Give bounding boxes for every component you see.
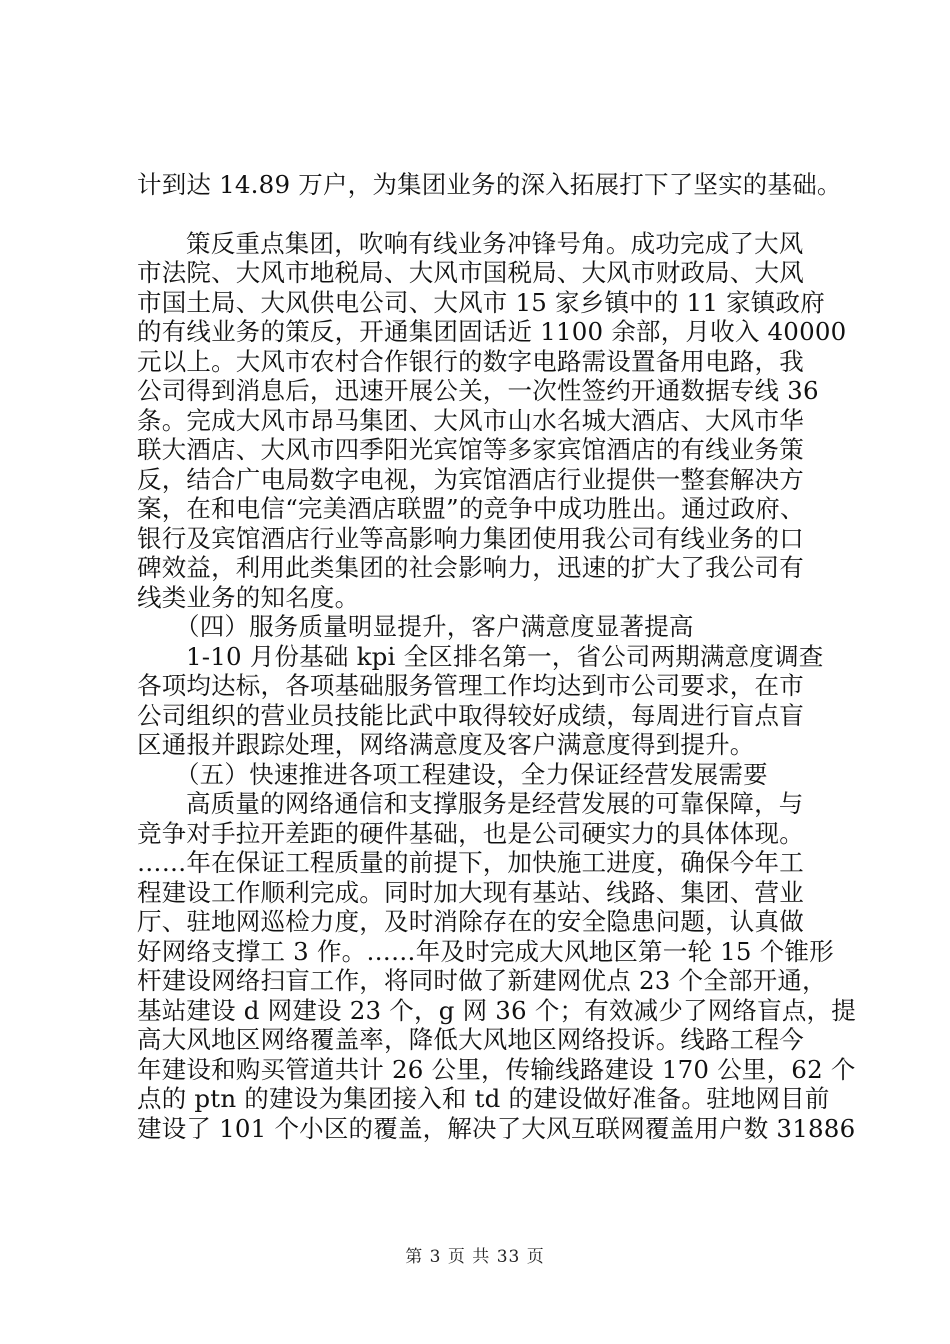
page-number-footer: 第 3 页 共 33 页	[405, 1247, 545, 1267]
paragraph-line: 线类业务的知名度。	[137, 582, 360, 612]
paragraph-line: 公司组织的营业员技能比武中取得较好成绩，每周进行盲点盲	[137, 700, 804, 730]
paragraph-line: 年建设和购买管道共计 26 公里，传输线路建设 170 公里，62 个	[137, 1054, 856, 1084]
paragraph-line: ……年在保证工程质量的前提下，加快施工进度，确保今年工	[137, 848, 804, 877]
paragraph-line: 反，结合广电局数字电视，为宾馆酒店行业提供一整套解决方	[137, 464, 804, 494]
paragraph-line: 的有线业务的策反，开通集团固话近 1100 余部，月收入 40000	[137, 317, 847, 346]
section-heading: （四）服务质量明显提升，客户满意度显著提高	[175, 612, 694, 641]
paragraph-line: 区通报并跟踪处理，网络满意度及客户满意度得到提升。	[137, 730, 755, 759]
paragraph-line: 市法院、大风市地税局、大风市国税局、大风市财政局、大风	[137, 258, 804, 287]
paragraph-line: 高大风地区网络覆盖率，降低大风地区网络投诉。线路工程今	[137, 1025, 804, 1054]
paragraph-line: 好网络支撑工 3 作。……年及时完成大风地区第一轮 15 个锥形	[137, 936, 834, 966]
paragraph-line: 案，在和电信“完美酒店联盟”的竞争中成功胜出。通过政府、	[137, 494, 805, 523]
paragraph-line: 高质量的网络通信和支撑服务是经营发展的可靠保障，与	[186, 789, 804, 818]
paragraph-line: 银行及宾馆酒店行业等高影响力集团使用我公司有线业务的口	[137, 523, 804, 553]
paragraph-line: 策反重点集团，吹响有线业务冲锋号角。成功完成了大风	[186, 228, 804, 258]
section-heading: （五）快速推进各项工程建设，全力保证经营发展需要	[175, 759, 768, 789]
paragraph-line: 厅、驻地网巡检力度，及时消除存在的安全隐患问题，认真做	[137, 907, 804, 936]
paragraph-line: 计到达 14.89 万户，为集团业务的深入拓展打下了坚实的基础。	[137, 170, 842, 199]
paragraph-line: 竞争对手拉开差距的硬件基础，也是公司硬实力的具体体现。	[137, 818, 804, 848]
paragraph-line: 点的 ptn 的建设为集团接入和 td 的建设做好准备。驻地网目前	[137, 1084, 830, 1113]
paragraph-line: 条。完成大风市昂马集团、大风市山水名城大酒店、大风市华	[137, 405, 804, 435]
paragraph-line: 杆建设网络扫盲工作，将同时做了新建网优点 23 个全部开通，	[137, 966, 827, 995]
paragraph-line: 1-10 月份基础 kpi 全区排名第一，省公司两期满意度调查	[186, 641, 824, 671]
paragraph-line: 基站建设 d 网建设 23 个，g 网 36 个；有效减少了网络盲点，提	[137, 995, 856, 1025]
paragraph-gap	[137, 200, 827, 229]
paragraph-line: 元以上。大风市农村合作银行的数字电路需设置备用电路，我	[137, 346, 804, 376]
document-body	[137, 170, 856, 1143]
paragraph-line: 公司得到消息后，迅速开展公关，一次性签约开通数据专线 36	[137, 376, 819, 405]
paragraph-line: 联大酒店、大风市四季阳光宾馆等多家宾馆酒店的有线业务策	[137, 435, 804, 464]
paragraph-line: 程建设工作顺利完成。同时加大现有基站、线路、集团、营业	[137, 877, 804, 907]
paragraph-line: 各项均达标，各项基础服务管理工作均达到市公司要求，在市	[137, 671, 804, 700]
paragraph-line: 市国土局、大风供电公司、大风市 15 家乡镇中的 11 家镇政府	[137, 287, 825, 317]
paragraph-line: 碑效益，利用此类集团的社会影响力，迅速的扩大了我公司有	[137, 553, 804, 582]
paragraph-line: 建设了 101 个小区的覆盖，解决了大风互联网覆盖用户数 31886	[137, 1113, 856, 1143]
